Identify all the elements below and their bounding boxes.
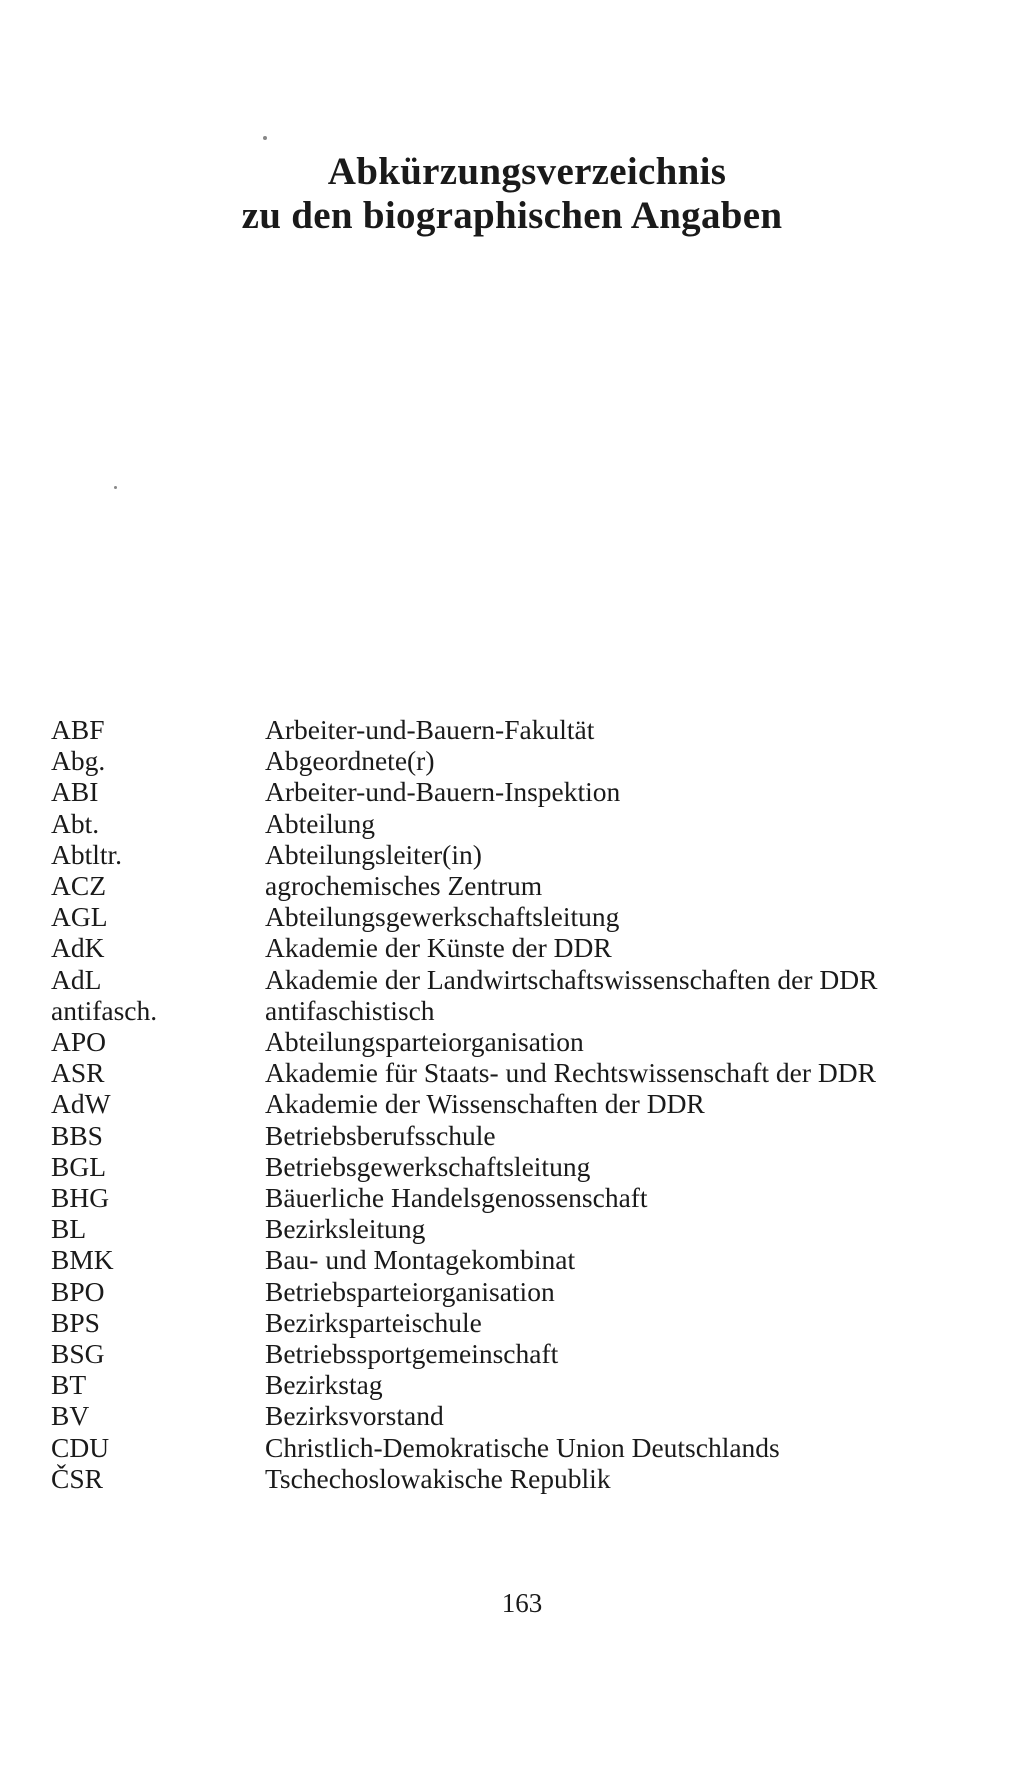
abbreviation-meaning: Akademie der Landwirtschaftswissenschaften der DDR — [265, 963, 878, 995]
abbreviation-meaning: Christlich-Demokratische Union Deutschlands — [265, 1431, 780, 1463]
abbreviation-term: ACZ — [51, 870, 106, 902]
abbreviation-term: AGL — [51, 901, 108, 933]
abbreviation-meaning: Abteilungsparteiorganisation — [265, 1026, 584, 1058]
abbreviation-row — [51, 901, 921, 932]
abbreviation-row — [51, 1338, 921, 1369]
abbreviation-row — [51, 1026, 921, 1057]
abbreviation-row — [51, 1057, 921, 1088]
abbreviation-row — [51, 1307, 921, 1338]
abbreviation-meaning: Bezirksparteischule — [265, 1306, 482, 1338]
abbreviation-meaning: Arbeiter-und-Bauern-Fakultät — [265, 714, 595, 745]
abbreviation-term: ASR — [51, 1057, 105, 1089]
print-speck — [114, 486, 117, 489]
abbreviation-meaning: Abteilung — [265, 807, 375, 839]
abbreviation-meaning: Bezirkstag — [265, 1369, 383, 1401]
abbreviation-row — [51, 1151, 921, 1182]
abbreviation-meaning: Akademie der Wissenschaften der DDR — [265, 1088, 705, 1120]
abbreviation-term: Abt. — [51, 807, 100, 839]
page-title-line-1: Abkürzungsverzeichnis — [327, 150, 727, 193]
abbreviation-meaning: Arbeiter-und-Bauern-Inspektion — [265, 776, 621, 808]
abbreviation-row — [51, 1432, 921, 1463]
abbreviation-meaning: Abteilungsgewerkschaftsleitung — [265, 901, 620, 933]
abbreviation-term: Abg. — [51, 745, 106, 777]
abbreviation-term: ABI — [51, 776, 99, 808]
abbreviation-meaning: antifaschistisch — [265, 994, 435, 1026]
abbreviation-meaning: Betriebsparteiorganisation — [265, 1275, 555, 1307]
abbreviation-term: BL — [51, 1213, 87, 1245]
abbreviation-meaning: Akademie der Künste der DDR — [265, 932, 612, 964]
abbreviation-list — [51, 714, 921, 1494]
abbreviation-row — [51, 1088, 921, 1119]
abbreviation-meaning: Abgeordnete(r) — [265, 745, 435, 777]
abbreviation-row — [51, 839, 921, 870]
abbreviation-term: BSG — [51, 1338, 105, 1370]
abbreviation-meaning: Abteilungsleiter(in) — [265, 838, 482, 870]
abbreviation-meaning: Betriebssportgemeinschaft — [265, 1338, 559, 1370]
print-speck — [263, 136, 267, 140]
abbreviation-meaning: Betriebsberufsschule — [265, 1119, 496, 1151]
abbreviation-meaning: Bau- und Montagekombinat — [265, 1244, 576, 1276]
abbreviation-row — [51, 1400, 921, 1431]
abbreviation-row — [51, 1213, 921, 1244]
abbreviation-term: antifasch. — [51, 994, 158, 1026]
abbreviation-term: AdL — [51, 963, 102, 995]
abbreviation-term: BGL — [51, 1150, 106, 1182]
abbreviation-term: APO — [51, 1026, 107, 1058]
abbreviation-meaning: Bäuerliche Handelsgenossenschaft — [265, 1182, 648, 1214]
abbreviation-term: ABF — [51, 714, 105, 745]
abbreviation-row — [51, 745, 921, 776]
abbreviation-term: Abtltr. — [51, 838, 123, 870]
abbreviation-row — [51, 870, 921, 901]
abbreviation-term: AdK — [51, 932, 105, 964]
abbreviation-row — [51, 932, 921, 963]
abbreviation-meaning: Bezirksleitung — [265, 1213, 426, 1245]
abbreviation-term: BBS — [51, 1119, 103, 1151]
abbreviation-row — [51, 1182, 921, 1213]
abbreviation-term: BT — [51, 1369, 87, 1401]
abbreviation-term: BHG — [51, 1182, 110, 1214]
abbreviation-meaning: Betriebsgewerkschaftsleitung — [265, 1150, 591, 1182]
abbreviation-term: CDU — [51, 1431, 110, 1463]
abbreviation-meaning: agrochemisches Zentrum — [265, 870, 543, 902]
abbreviation-meaning: Bezirksvorstand — [265, 1400, 444, 1432]
abbreviation-row — [51, 1120, 921, 1151]
abbreviation-meaning: Akademie für Staats- und Rechtswissenschaft der DDR — [265, 1057, 876, 1089]
abbreviation-meaning: Tschechoslowakische Republik — [265, 1462, 611, 1494]
abbreviation-row — [51, 995, 921, 1026]
page-title-line-2: zu den biographischen Angaben — [241, 194, 783, 237]
abbreviation-term: BMK — [51, 1244, 114, 1276]
abbreviation-row — [51, 964, 921, 995]
abbreviation-row — [51, 714, 921, 745]
abbreviation-row — [51, 808, 921, 839]
page-number: 163 — [501, 1588, 543, 1618]
page-title — [0, 150, 1024, 238]
abbreviation-row — [51, 1244, 921, 1275]
abbreviation-term: AdW — [51, 1088, 111, 1120]
abbreviation-row — [51, 1369, 921, 1400]
abbreviation-term: ČSR — [51, 1462, 103, 1494]
abbreviation-row — [51, 776, 921, 807]
abbreviation-term: BPO — [51, 1275, 105, 1307]
abbreviation-term: BPS — [51, 1306, 100, 1338]
abbreviation-term: BV — [51, 1400, 90, 1432]
abbreviation-row — [51, 1276, 921, 1307]
abbreviation-row — [51, 1463, 921, 1494]
